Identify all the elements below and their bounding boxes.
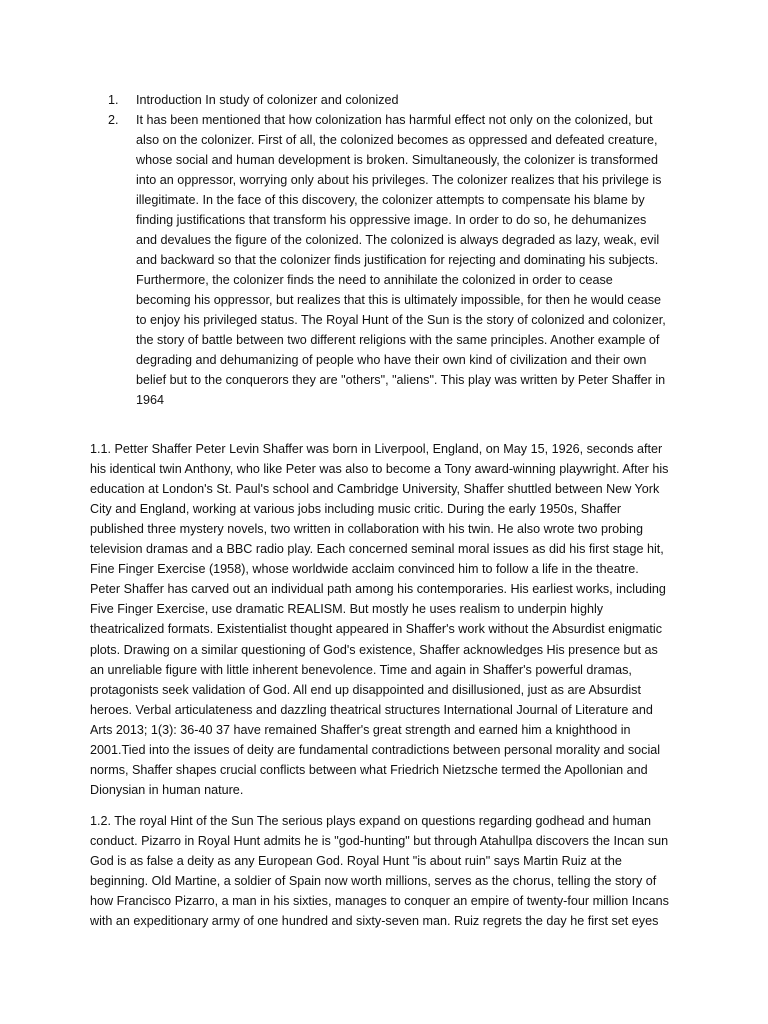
list-number: 1. [108,93,119,107]
list-item-text: Introduction In study of colonizer and colonized [136,93,399,107]
list-item [108,110,668,410]
numbered-list [108,90,668,410]
list-number: 2. [108,113,119,127]
list-item-text: It has been mentioned that how colonization has harmful effect not only on the colonized, but also on the colonizer. First of all, the colonized becomes as oppressed and defeated creature, whose social and human development is broken. Simultaneously, the colonizer is transformed into an oppressor, worrying only about his privileges. The colonizer realizes that his privilege is illegitimate. In the face of this discovery, the colonizer attempts to compensate his blame by finding justifications that transform his oppressive image. In order to do so, he dehumanizes and devalues the figure of the colonized. The colonized is always degraded as lazy, weak, evil and backward so that the colonizer finds justification for rejecting and dominating his subjects. Furthermore, the colonizer finds the need to annihilate the colonized in order to cease becoming his oppressor, but realizes that this is ultimately impossible, for then he would cease to enjoy his privileged status. The Royal Hunt of the Sun is the story of colonized and colonizer, the story of battle between two different religions with the same principles. Another example of degrading and dehumanizing of people who have their own kind of civilization and their own belief but to the conquerors they are "others", "aliens". This play was written by Peter Shaffer in 1964 [136,113,666,407]
list-item [108,90,668,110]
paragraph-1-2: 1.2. The royal Hint of the Sun The serious plays expand on questions regarding godhead and human conduct. Pizarro in Royal Hunt admits he is "god-hunting" but through Atahullpa discovers the Incan sun God is as false a deity as any European God. Royal Hunt "is about ruin" says Martin Ruiz at the beginning. Old Martine, a soldier of Spain now worth millions, serves as the chorus, telling the story of how Francisco Pizarro, a man in his sixties, manages to conquer an empire of twenty-four million Incans with an expeditionary army of one hundred and sixty-seven man. Ruiz regrets the day he first set eyes [90,813,669,929]
paragraph-1-1: 1.1. Petter Shaffer Peter Levin Shaffer was born in Liverpool, England, on May 15, 1926, seconds after his identical twin Anthony, who like Peter was also to become a Tony award-winning playwright. After his education at London's St. Paul's school and Cambridge University, Shaffer shuttled between New York City and England, working at various jobs including music critic. During the early 1950s, Shaffer published three mystery novels, two written in collaboration with his twin. He also wrote two probing television dramas and a BBC radio play. Each concerned seminal moral issues as did his first stage hit, Fine Finger Exercise (1958), whose worldwide acclaim convinced him to follow a life in the theatre. Peter Shaffer has carved out an individual path among his contemporaries. His earliest works, including Five Finger Exercise, use dramatic REALISM. But mostly he uses realism to underpin highly theatricalized formats. Existentialist thought appeared in Shaffer's work without the Absurdist enigmatic plots. Drawing on a similar questioning of God's existence, Shaffer acknowledges His presence but as an unreliable figure with little inherent benevolence. Time and again in Shaffer's powerful dramas, protagonists seek validation of God. All end up disappointed and disillusioned, just as are Absurdist heroes. Verbal articulateness and dazzling theatrical structures International Journal of Literature and Arts 2013; 1(3): 36-40 37 have remained Shaffer's great strength and earned him a knighthood in 2001.Tied into the issues of deity are fundamental contradictions between personal morality and social norms, Shaffer shapes crucial conflicts between what Friedrich Nietzsche termed the Apollonian and Dionysian in human nature. [90,441,669,798]
